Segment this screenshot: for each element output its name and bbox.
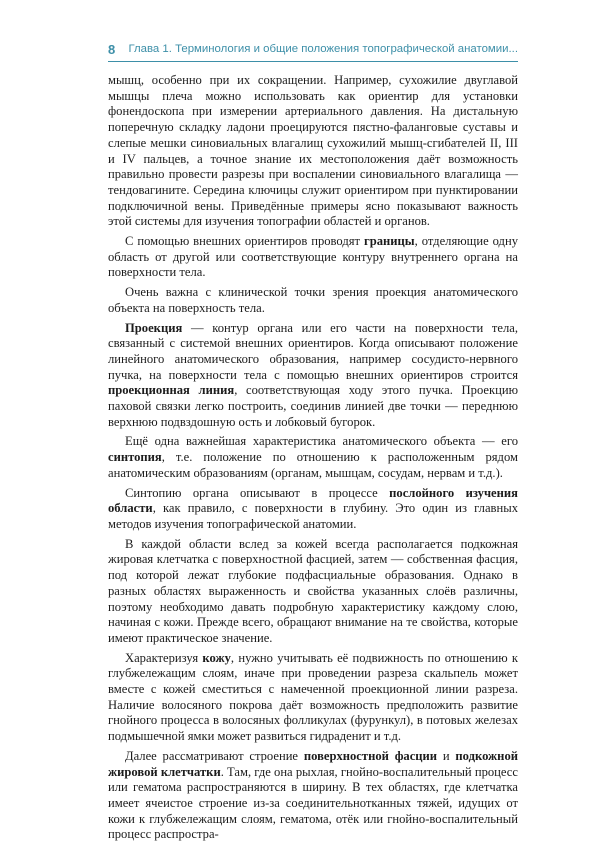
bold-term: кожу xyxy=(202,650,231,665)
text-run: , как правило, с поверхности в глубину. Это один из главных методов изучения топографической анатомии. xyxy=(108,501,518,531)
paragraph xyxy=(108,73,518,230)
paragraph xyxy=(108,537,518,647)
bold-term: подкожной жировой клетчатки xyxy=(108,748,518,779)
text-run: В каждой области вслед за кожей всегда располагается подкожная жировая клетчатка с поверхностной фасцией, затем — собственная фасция, под которой лежат глубокие подфасциальные образования. Однако в разных областях выраженность и свойства указанных слоёв различны, поэтому необходимо давать подробную характеристику каждому слою, начиная с кожи. Прежде всего, обращают внимание на те свойства, которые имеют практическое значение. xyxy=(108,536,518,645)
text-run: , соответствующая ходу этого пучка. Проекцию паховой связки легко построить, соединив линией две точки — переднюю верхнюю подвздошную ость и лобковый бугорок. xyxy=(108,383,518,429)
text-run: , отделяющие одну область от другой или соответствующие контуру внутреннего органа на поверхности тела. xyxy=(108,234,518,280)
text-run: С помощью внешних ориентиров проводят xyxy=(125,234,364,249)
bold-term: Проекция xyxy=(125,320,183,335)
paragraph xyxy=(108,285,518,316)
paragraph xyxy=(108,434,518,481)
text-run: — контур органа или его части на поверхности тела, связанный с системой внешних ориентиров. Когда описывают положение линейного анатомического образования, например сосудисто-нервного пучка, на поверхности тела с помощью внешних ориентиров строится xyxy=(108,320,518,382)
header-rule xyxy=(108,61,518,62)
bold-term: границы xyxy=(364,234,415,249)
paragraph xyxy=(108,651,518,745)
text-run: и xyxy=(437,748,456,763)
paragraph xyxy=(108,321,518,431)
text-run: Характеризуя xyxy=(125,650,203,665)
running-header xyxy=(108,40,518,60)
paragraph xyxy=(108,486,518,533)
text-run: , нужно учитывать её подвижность по отношению к глубжележащим слоям, иначе при проведении разреза скальпель может вместе с кожей сместиться с намеченной проекционной линии разреза. Наличие волосяного покрова даёт возможность предположить развитие гнойного процесса в волосяных фолликулах (фурункул), в потовых железах подмышечной ямки может развиться гидраденит и т.д. xyxy=(108,650,518,744)
running-title: Глава 1. Терминология и общие положения топографической анатомии... xyxy=(128,43,518,55)
text-run: Очень важна с клинической точки зрения проекция анатомического объекта на поверхность тела. xyxy=(108,285,518,315)
page-number: 8 xyxy=(108,42,116,57)
text-run: Далее рассматривают строение xyxy=(125,748,304,763)
bold-term: послойного изучения области xyxy=(108,485,518,516)
page-body xyxy=(108,73,518,847)
text-run: . Там, где она рыхлая, гнойно-воспалительный процесс или гематома распространяются в ширину. В тех областях, где клетчатка имеет ячеистое строение из-за соединительнотканных тяжей, идущих от кожи к глубжележащим слоям, гематома, отёк или гнойно-воспалительный процесс распростра- xyxy=(108,764,518,842)
text-run: Синтопию органа описывают в процессе xyxy=(125,485,390,500)
bold-term: проекционная линия xyxy=(108,383,235,398)
paragraph xyxy=(108,749,518,843)
bold-term: поверхностной фасции xyxy=(303,748,438,763)
text-run: , т.е. положение по отношению к расположенным рядом анатомическим образованиям (органам, мышцам, сосудам, нервам и т.д.). xyxy=(108,450,518,480)
text-run: Ещё одна важнейшая характеристика анатомического объекта — его xyxy=(125,434,518,449)
paragraph xyxy=(108,234,518,281)
text-run: мышц, особенно при их сокращении. Например, сухожилие двуглавой мышцы плеча можно использовать как ориентир для установки фонендоскопа при измерении артериального давления. На дистальную поперечную складку ладони проецируются пястно-фаланговые суставы и слепые мешки синовиальных влагалищ сухожилий мышц-сгибателей II, III и IV пальцев, а точное знание их местоположения даёт возможность правильно провести разрезы при воспалении синовиального влагалища — тендовагините. Середина ключицы служит ориентиром при пунктировании подключичной вены. Приведённые примеры ясно показывают важность этой системы для изучения топографии областей и органов. xyxy=(108,73,518,229)
bold-term: синтопия xyxy=(108,450,162,465)
